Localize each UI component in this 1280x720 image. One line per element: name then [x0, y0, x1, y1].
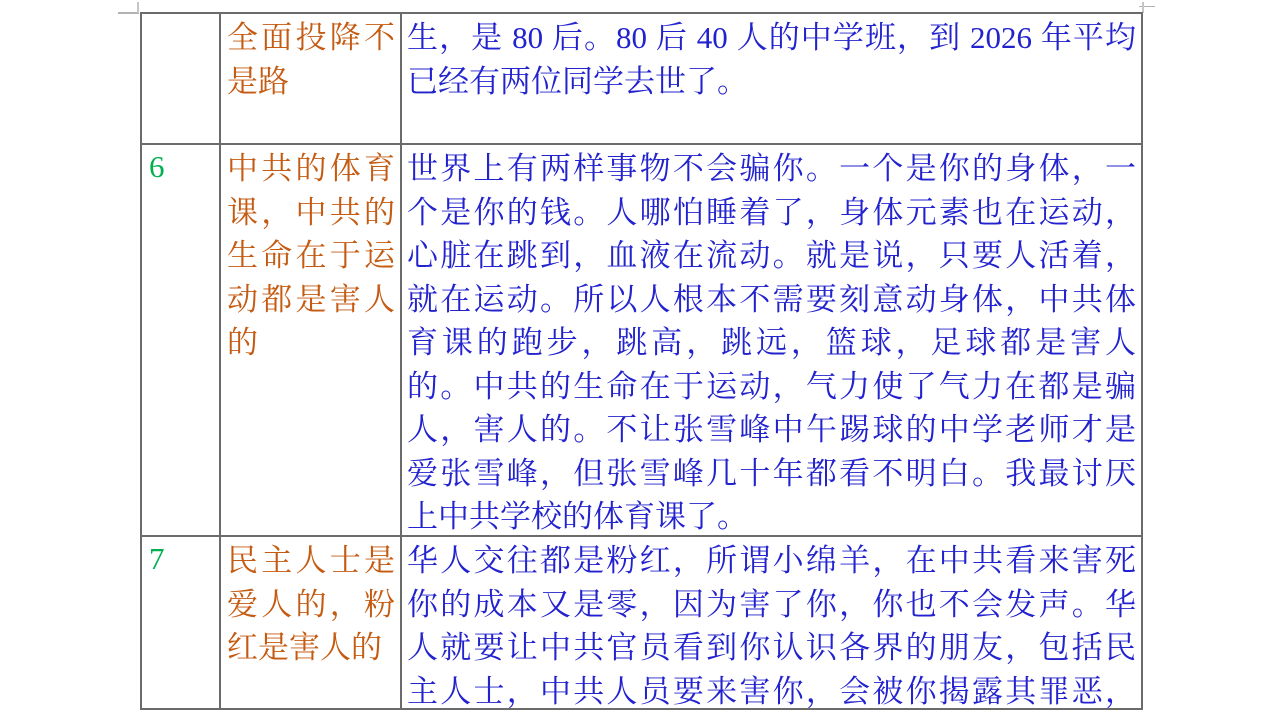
table-row — [142, 145, 1141, 537]
topic-title-line: 中共的体育 — [227, 151, 395, 186]
row-number: 7 — [149, 541, 165, 576]
content-text-line: 爱张雪峰，但张雪峰几十年都看不明白。我最讨厌 — [407, 455, 1136, 491]
row-number-cell — [142, 14, 221, 143]
content-text-cell — [402, 14, 1141, 143]
topic-title-cell — [221, 14, 402, 143]
topic-title-line: 红是害人的 — [227, 630, 382, 665]
topic-title-line: 是路 — [227, 63, 289, 99]
content-text-line: 世界上有两样事物不会骗你。一个是你的身体，一 — [407, 151, 1136, 186]
table-row — [142, 537, 1141, 708]
content-text-line: 个是你的钱。人哪怕睡着了，身体元素也在运动， — [407, 194, 1136, 230]
gridline-tick-icon — [118, 12, 139, 14]
topic-title-cell — [221, 145, 402, 535]
content-text-line: 心脏在跳到，血液在流动。就是说，只要人活着， — [407, 238, 1136, 273]
content-text-line: 已经有两位同学去世了。 — [407, 63, 748, 99]
row-number: 6 — [149, 149, 165, 184]
content-text-line: 人就要让中共官员看到你认识各界的朋友，包括民 — [407, 630, 1136, 665]
gridline-tick-icon — [137, 2, 139, 13]
topic-title-cell — [221, 537, 402, 708]
topic-title-line: 动都是害人 — [227, 281, 395, 317]
content-text-line: 上中共学校的体育课了。 — [407, 499, 748, 534]
topic-title-line: 爱人的，粉 — [227, 586, 395, 622]
content-text-line: 你的成本又是零，因为害了你，你也不会发声。华 — [407, 586, 1136, 622]
topic-title-line: 课，中共的 — [227, 194, 395, 230]
content-text-line: 主人士，中共人员要来害你，会被你揭露其罪恶， — [407, 673, 1136, 708]
topic-title-line: 民主人士是 — [227, 543, 395, 578]
content-text-cell — [402, 537, 1141, 708]
topic-title-line: 的 — [227, 325, 258, 360]
table-row — [142, 14, 1141, 145]
row-number-cell — [142, 145, 221, 535]
doc-table — [140, 12, 1143, 710]
content-text-cell — [402, 145, 1141, 535]
content-text-line: 育课的跑步，跳高，跳远，篮球，足球都是害人 — [407, 325, 1136, 360]
topic-title-line: 生命在于运 — [227, 238, 395, 273]
content-text-line: 的。中共的生命在于运动，气力使了气力在都是骗 — [407, 368, 1136, 404]
content-text-line: 生，是 80 后。80 后 40 人的中学班，到 2026 年平均 — [407, 20, 1136, 55]
row-number-cell — [142, 537, 221, 708]
content-text-line: 就在运动。所以人根本不需要刻意动身体，中共体 — [407, 281, 1136, 317]
topic-title-line: 全面投降不 — [227, 20, 395, 55]
content-text-line: 华人交往都是粉红，所谓小绵羊，在中共看来害死 — [407, 543, 1136, 578]
content-text-line: 人，害人的。不让张雪峰中午踢球的中学老师才是 — [407, 412, 1136, 447]
